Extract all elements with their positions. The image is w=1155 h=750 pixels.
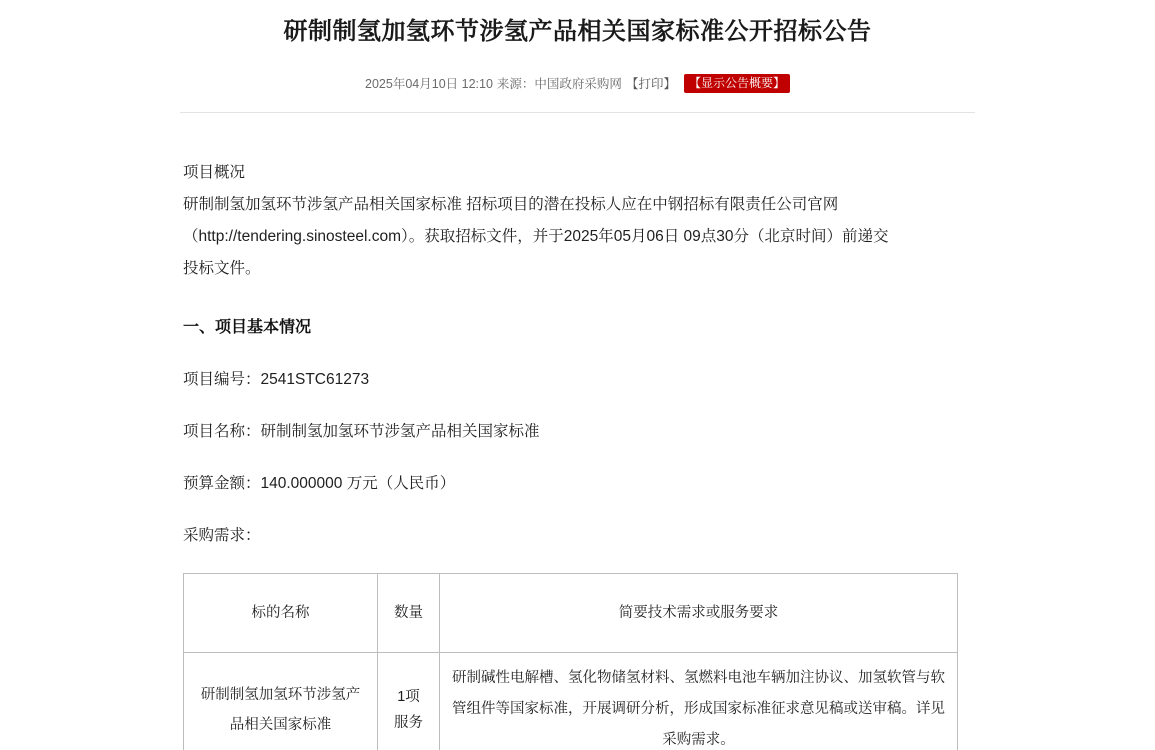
section-heading-project-basics: 一、项目基本情况 bbox=[183, 319, 312, 336]
header-divider bbox=[180, 112, 975, 113]
procurement-table bbox=[183, 573, 958, 750]
page-title: 研制制氢加氢环节涉氢产品相关国家标准公开招标公告 bbox=[283, 18, 872, 45]
field-value: 140.000000 万元（人民币） bbox=[260, 475, 456, 492]
publish-datetime: 2025年04月10日 12:10 bbox=[365, 77, 493, 91]
overview-paragraph-2: （http://tendering.sinosteel.com）。获取招标文件，并于2025年05月06日 09点30分（北京时间）前递交 bbox=[183, 228, 889, 245]
cell-item-quantity: 1项服务 bbox=[378, 653, 440, 750]
table-header-row bbox=[184, 574, 958, 653]
field-project-number bbox=[183, 365, 972, 395]
overview-block bbox=[183, 157, 972, 285]
print-link[interactable]: 【打印】 bbox=[625, 77, 676, 91]
overview-heading: 项目概况 bbox=[183, 164, 246, 181]
field-label: 项目名称： bbox=[183, 423, 261, 440]
source-label: 来源： bbox=[496, 77, 535, 91]
field-budget-amount bbox=[183, 469, 972, 499]
field-project-name bbox=[183, 417, 972, 447]
field-value: 2541STC61273 bbox=[260, 371, 370, 388]
field-value: 研制制氢加氢环节涉氢产品相关国家标准 bbox=[260, 423, 540, 440]
procurement-requirements-label: 采购需求： bbox=[183, 527, 261, 544]
column-header-description: 简要技术需求或服务要求 bbox=[440, 574, 958, 653]
field-label: 项目编号： bbox=[183, 371, 261, 388]
show-summary-button[interactable]: 【显示公告概要】 bbox=[684, 74, 790, 93]
column-header-name: 标的名称 bbox=[184, 574, 378, 653]
column-header-quantity: 数量 bbox=[378, 574, 440, 653]
cell-item-description: 研制碱性电解槽、氢化物储氢材料、氢燃料电池车辆加注协议、加氢软管与软管组件等国家标准，开展调研分析，形成国家标准征求意见稿或送审稿。详见采购需求。 bbox=[440, 653, 958, 750]
field-label: 预算金额： bbox=[183, 475, 261, 492]
document-body bbox=[180, 157, 975, 750]
document-sheet bbox=[180, 0, 975, 750]
source-name: 中国政府采购网 bbox=[534, 77, 622, 91]
overview-paragraph-3: 投标文件。 bbox=[183, 260, 261, 277]
overview-paragraph-1: 研制制氢加氢环节涉氢产品相关国家标准 招标项目的潜在投标人应在中钢招标有限责任公司官网 bbox=[183, 196, 839, 213]
document-meta bbox=[180, 74, 975, 94]
table-row bbox=[184, 653, 958, 750]
cell-item-name: 研制制氢加氢环节涉氢产品相关国家标准 bbox=[184, 653, 378, 750]
